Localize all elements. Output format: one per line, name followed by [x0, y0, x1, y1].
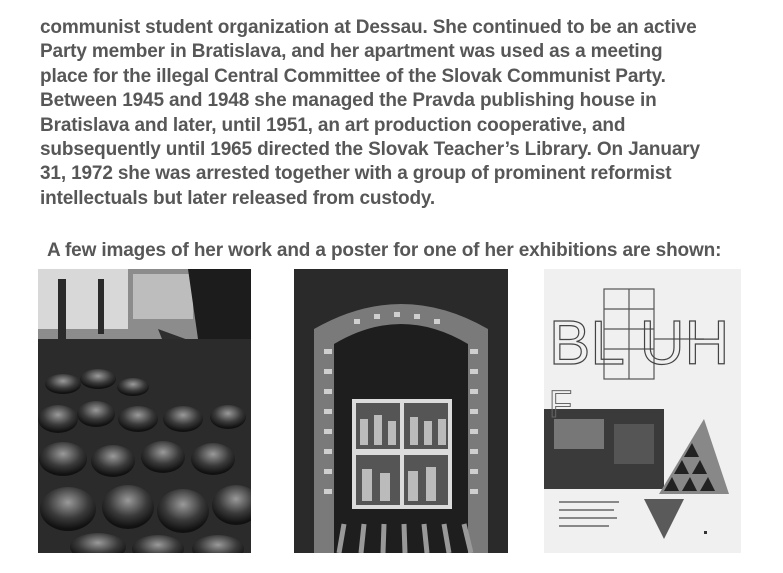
exhibition-poster [544, 269, 741, 553]
paragraph-line: Bratislava and later, until 1951, an art production cooperative, and [40, 114, 626, 136]
pottery-image [38, 269, 251, 553]
svg-text:F: F [549, 384, 573, 426]
paragraph-line: 31, 1972 she was arrested together with a group of prominent reformist [40, 163, 672, 185]
pottery-photo [38, 269, 251, 553]
poster-image [544, 269, 741, 553]
kiln-photo [294, 269, 508, 553]
paragraph-line: intellectuals but later released from custody. [40, 187, 436, 209]
paragraph-line: Party member in Bratislava, and her apartment was used as a meeting [40, 41, 663, 63]
kiln-image [294, 269, 508, 553]
images-caption: A few images of her work and a poster for one of her exhibitions are shown: [47, 240, 722, 261]
paragraph-line: subsequently until 1965 directed the Slovak Teacher’s Library. On January [40, 139, 700, 161]
paragraph-line: Between 1945 and 1948 she managed the Pravda publishing house in [40, 90, 657, 112]
paragraph-line: place for the illegal Central Committee of the Slovak Communist Party. [40, 65, 666, 87]
poster-title: BL UH [549, 309, 730, 378]
body-paragraph [40, 16, 780, 211]
paragraph-line: communist student organization at Dessau. She continued to be an active [40, 17, 697, 38]
